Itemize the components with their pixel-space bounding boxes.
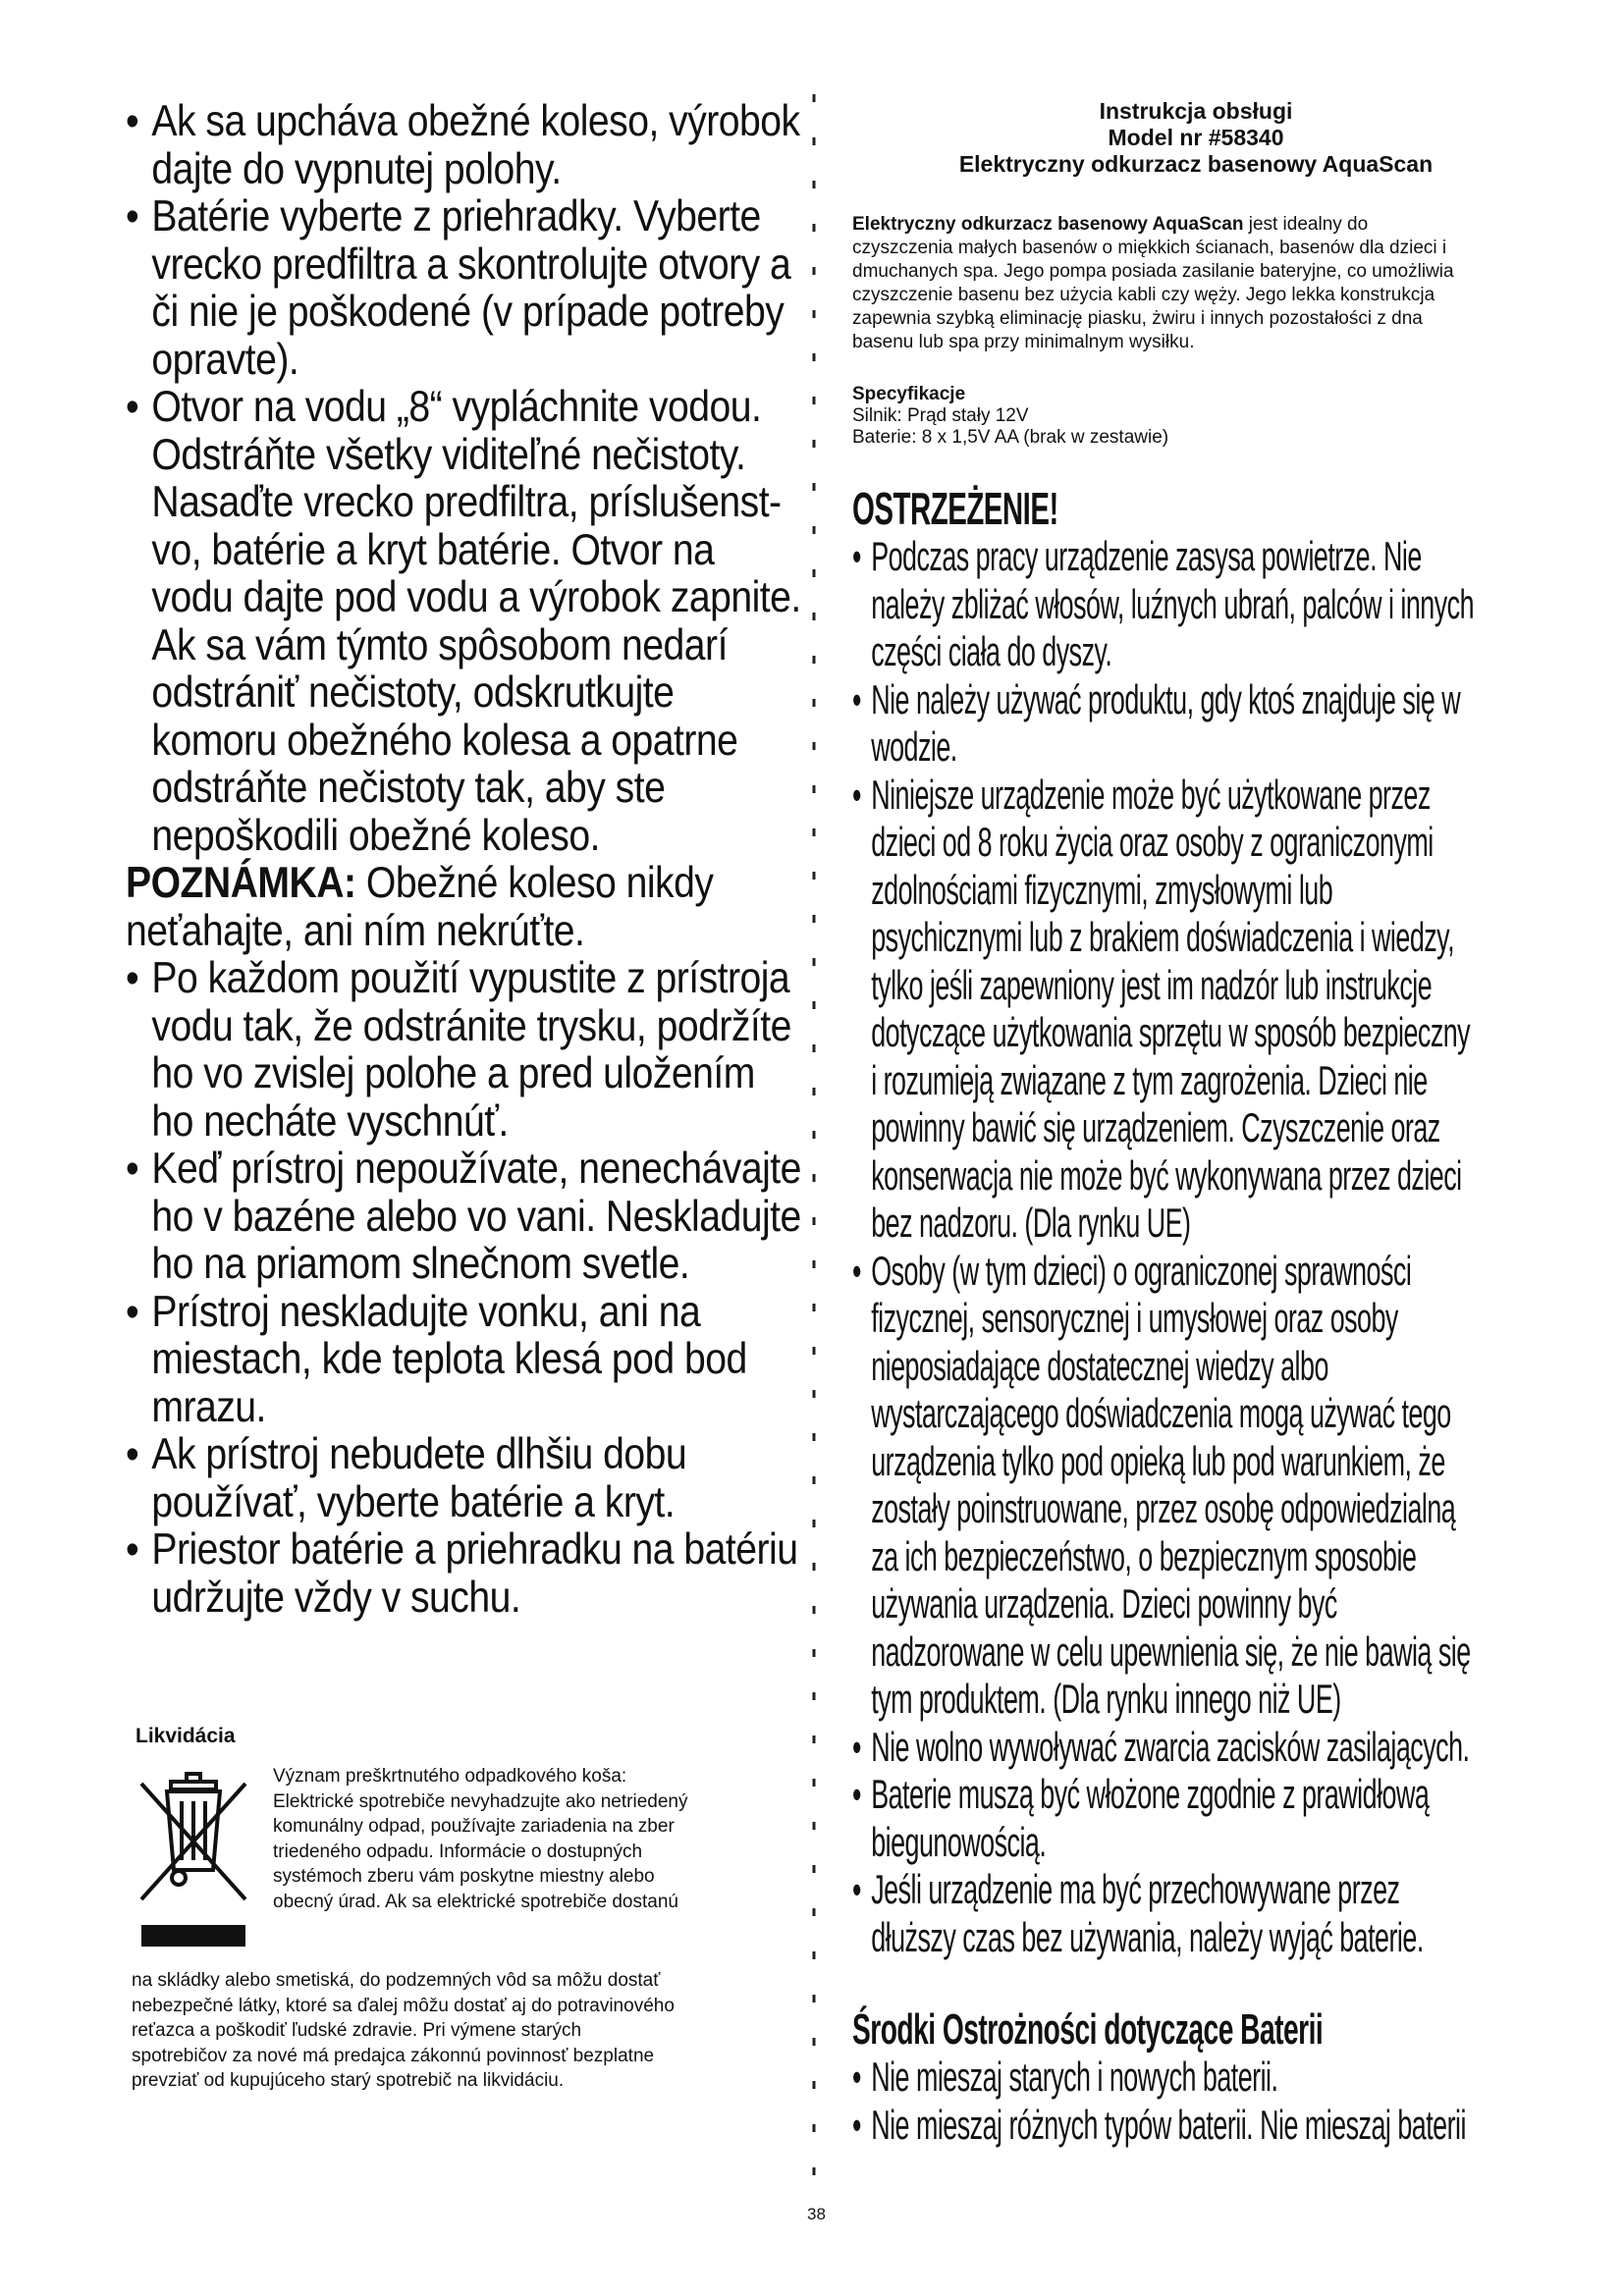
battery-bullet-list <box>852 2054 1518 2149</box>
bullet-line: urządzenia tylko pod opieką lub pod warunkiem, że <box>871 1437 1445 1484</box>
disposal-text-below <box>132 1968 839 2094</box>
bullet-item <box>852 676 1518 772</box>
bullet-line: ho v bazéne alebo vo vani. Neskladujte <box>151 1192 801 1241</box>
bullet-line: Baterie muszą być włożone zgodnie z prawidłową <box>871 1771 1430 1817</box>
bullet-line: nepoškodili obežné koleso. <box>151 811 600 860</box>
disposal-title: Likvidácia <box>135 1725 236 1747</box>
bullet-item <box>126 1289 817 1432</box>
bullet-line: komoru obežného kolesa a opatrne <box>151 716 738 765</box>
battery-precautions-title: Środki Ostrożności dotyczące Baterii <box>852 2005 1324 2054</box>
manual-header <box>872 98 1520 178</box>
bullet-line: używania urządzenia. Dzieci powinny być <box>871 1580 1337 1627</box>
bullet-icon: • <box>852 2054 861 2100</box>
bullet-icon: • <box>852 1866 861 1912</box>
bullet-line: Po každom použití vypustite z prístroja <box>151 954 790 1002</box>
bullet-line: dotyczące użytkowania sprzętu w sposób bezpieczny <box>871 1009 1471 1055</box>
bullet-item <box>126 384 817 860</box>
warning-bullet-list <box>852 533 1518 1961</box>
bullet-line: Ak prístroj nebudete dlhšiu dobu <box>151 1430 687 1478</box>
bullet-line: používať, vyberte batérie a kryt. <box>151 1477 676 1526</box>
bullet-line: Priestor batérie a priehradku na batériu <box>151 1525 798 1574</box>
bullet-icon: • <box>126 1287 139 1336</box>
bullet-line: Ak sa vám týmto spôsobom nedarí <box>151 620 728 669</box>
bullet-icon: • <box>852 2101 861 2148</box>
warning-title: OSTRZEŻENIE! <box>852 483 1058 534</box>
bullet-item <box>126 1146 817 1289</box>
bullet-icon: • <box>126 1525 139 1574</box>
right-main-text <box>852 484 1518 2149</box>
bullet-line: wystarczającego doświadczenia mogą używać tego <box>871 1390 1451 1436</box>
bullet-icon: • <box>852 1723 861 1770</box>
bullet-line: tylko jeśli zapewniony jest im nadzór lub instrukcje <box>871 961 1433 1008</box>
spec-line: Silnik: Prąd stały 12V <box>852 405 1029 426</box>
bullet-line: fizycznej, sensorycznej i umysłowej oraz osoby <box>871 1295 1398 1341</box>
bullet-line: nieposiadające dostatecznej wiedzy albo <box>871 1342 1328 1389</box>
bullet-line: części ciała do dyszy. <box>871 628 1112 674</box>
bullet-line: psychicznymi lub z brakiem doświadczenia i wiedzy, <box>871 914 1455 960</box>
bullet-list-b <box>126 955 817 1622</box>
bullet-icon: • <box>126 954 139 1002</box>
intro-line: basenu lub spa przy minimalnym wysiłku. <box>852 332 1195 352</box>
bullet-list-a <box>126 98 817 860</box>
bullet-line: Nie wolno wywoływać zwarcia zacisków zasilających. <box>871 1723 1470 1770</box>
disposal-line: na skládky alebo smetiská, do podzemných vôd sa môžu dostať <box>132 1970 661 1991</box>
header-line: Instrukcja obsługi <box>1099 98 1293 124</box>
bullet-line: zdolnościami fizycznymi, zmysłowymi lub <box>871 866 1333 913</box>
bullet-line: Nasaďte vrecko predfiltra, príslušenst- <box>151 478 782 526</box>
bullet-line: ho na priamom slnečnom svetle. <box>151 1240 690 1288</box>
disposal-line: obecný úrad. Ak sa elektrické spotrebiče dostanú <box>273 1891 678 1912</box>
bullet-line: odstráňte nečistoty tak, aby ste <box>151 764 666 812</box>
bullet-line: vodu dajte pod vodu a výrobok zapnite. <box>151 573 801 621</box>
bullet-item <box>852 2054 1518 2102</box>
bullet-item <box>852 2102 1518 2150</box>
bullet-item <box>852 1866 1518 1961</box>
bullet-line: i rozumieją związane z tym zagrożenia. Dzieci nie <box>871 1056 1428 1103</box>
bullet-item <box>852 1248 1518 1724</box>
disposal-line: spotrebičov za nové má predajca zákonnú povinnosť bezplatne <box>132 2045 655 2066</box>
bullet-line: Odstráňte všetky viditeľné nečistoty. <box>151 430 746 479</box>
bullet-item <box>852 772 1518 1248</box>
bullet-line: udržujte vždy v suchu. <box>151 1573 521 1622</box>
intro-product-name: Elektryczny odkurzacz basenowy AquaScan <box>852 214 1244 235</box>
bullet-line: Otvor na vodu „8“ vypláchnite vodou. <box>151 383 762 431</box>
spec-title: Specyfikacje <box>852 384 966 404</box>
note-line: neťahajte, ani ním nekrúťte. <box>126 906 585 955</box>
bullet-item <box>126 1431 817 1526</box>
disposal-line: reťazca a poškodiť ľudské zdravie. Pri výmene starých <box>132 2020 582 2041</box>
bullet-line: konserwacja nie może być wykonywana przez dzieci <box>871 1151 1462 1199</box>
intro-line: zapewnia szybką eliminację piasku, żwiru i innych pozostałości z dna <box>852 308 1423 329</box>
bullet-line: opravte). <box>151 335 299 384</box>
bullet-item <box>852 1724 1518 1772</box>
bullet-line: ho necháte vyschnúť. <box>151 1096 509 1146</box>
bullet-line: biegunowością. <box>871 1818 1047 1865</box>
intro-line: czyszczenia małych basenów o miękkich ścianach, basenów dla dzieci i <box>852 238 1447 258</box>
bullet-line: ho vo zvislej polohe a pred uložením <box>151 1049 755 1097</box>
bullet-line: Prístroj neskladujte vonku, ani na <box>151 1287 701 1336</box>
bullet-icon: • <box>126 383 139 431</box>
intro-paragraph <box>852 213 1520 354</box>
bullet-line: Osoby (w tym dzieci) o ograniczonej sprawności <box>871 1247 1412 1294</box>
bullet-icon: • <box>852 675 861 722</box>
bullet-line: vodu tak, že odstránite trysku, podržíte <box>151 1001 791 1050</box>
bullet-line: Nie mieszaj różnych typów baterii. Nie mieszaj baterii <box>871 2101 1466 2148</box>
bullet-item <box>126 193 817 384</box>
bullet-item <box>852 533 1518 676</box>
bullet-line: powinny bawić się urządzeniem. Czyszczenie oraz <box>871 1104 1440 1150</box>
bullet-line: dzieci od 8 roku życia oraz osoby z ograniczonymi <box>871 819 1434 865</box>
intro-line: dmuchanych spa. Jego pompa posiada zasilanie bateryjne, co umożliwia <box>852 261 1454 282</box>
bullet-line: miestach, kde teplota klesá pod bod <box>151 1335 747 1383</box>
bullet-icon: • <box>852 771 861 818</box>
disposal-line: komunálny odpad, používajte zariadenia na zber <box>273 1816 675 1837</box>
bullet-icon: • <box>126 97 139 145</box>
bullet-icon: • <box>126 1430 139 1478</box>
bullet-icon: • <box>126 192 139 240</box>
bullet-line: za ich bezpieczeństwo, o bezpiecznym sposobie <box>871 1532 1417 1579</box>
disposal-section <box>132 1725 823 2094</box>
right-column <box>852 98 1520 2149</box>
bullet-line: mrazu. <box>151 1382 266 1431</box>
bullet-line: dłuższy czas bez używania, należy wyjąć baterie. <box>871 1913 1424 1960</box>
column-divider <box>811 94 817 2205</box>
note-line: Obežné koleso nikdy <box>355 859 714 907</box>
bullet-line: tym produktem. (Dla rynku innego niż UE) <box>871 1676 1341 1722</box>
intro-line: jest idealny do <box>1243 214 1369 235</box>
bullet-line: należy zbliżać włosów, luźnych ubrań, palców i innych <box>871 580 1475 627</box>
bullet-line: nadzorowane w celu upewnienia się, że nie bawią się <box>871 1628 1471 1675</box>
disposal-line: systémoch zberu vám poskytne miestny alebo <box>273 1866 655 1887</box>
bullet-line: Keď prístroj nepoužívate, nenechávajte <box>151 1145 801 1193</box>
bullet-item <box>852 1771 1518 1866</box>
bullet-line: odstrániť nečistoty, odskrutkujte <box>151 668 675 717</box>
bullet-line: wodzie. <box>871 723 957 770</box>
bullet-line: Ak sa upcháva obežné koleso, výrobok <box>151 97 800 145</box>
bullet-line: zostały poinstruowane, przez osobę odpowiedzialną <box>871 1485 1456 1531</box>
bullet-line: Niniejsze urządzenie może być użytkowane przez <box>871 771 1431 818</box>
intro-line: czyszczenie basenu bez użycia kabli czy węży. Jego lekka konstrukcja <box>852 285 1435 305</box>
bullet-item <box>126 98 817 193</box>
left-main-text <box>126 98 817 1622</box>
disposal-text-beside-icon <box>273 1764 862 1914</box>
bullet-line: vrecko predfiltra a skontrolujte otvory a <box>151 240 791 289</box>
disposal-line: triedeného odpadu. Informácie o dostupných <box>273 1841 643 1862</box>
crossed-out-wheelie-bin-icon <box>130 1762 257 1949</box>
note-paragraph <box>126 860 817 955</box>
bullet-line: dajte do vypnutej polohy. <box>151 144 562 193</box>
disposal-line: Význam preškrtnutého odpadkového koša: <box>273 1766 627 1787</box>
bullet-icon: • <box>852 1247 861 1294</box>
header-line: Elektryczny odkurzacz basenowy AquaScan <box>958 151 1434 177</box>
disposal-line: Elektrické spotrebiče nevyhadzujte ako netriedený <box>273 1790 688 1812</box>
bullet-item <box>126 955 817 1146</box>
note-label: POZNÁMKA: <box>126 859 356 907</box>
bullet-line: Jeśli urządzenie ma być przechowywane przez <box>871 1866 1400 1912</box>
bullet-icon: • <box>852 533 861 579</box>
specifications <box>852 384 1520 449</box>
bullet-line: Nie mieszaj starych i nowych baterii. <box>871 2054 1278 2100</box>
bullet-line: Batérie vyberte z priehradky. Vyberte <box>151 192 761 240</box>
bullet-line: bez nadzoru. (Dla rynku UE) <box>871 1200 1191 1246</box>
page-number: 38 <box>807 2205 826 2223</box>
header-line: Model nr #58340 <box>1108 125 1284 150</box>
bullet-line: Nie należy używać produktu, gdy ktoś znajduje się w <box>871 675 1461 722</box>
bullet-line: Podczas pracy urządzenie zasysa powietrze. Nie <box>871 533 1422 579</box>
bullet-line: vo, batérie a kryt batérie. Otvor na <box>151 525 715 574</box>
bullet-item <box>126 1526 817 1622</box>
disposal-line: prevziať od kupujúceho starý spotrebič na likvidáciu. <box>132 2070 565 2091</box>
bullet-icon: • <box>126 1145 139 1193</box>
disposal-line: nebezpečné látky, ktoré sa ďalej môžu dostať aj do potravinového <box>132 1995 675 2016</box>
spec-line: Baterie: 8 x 1,5V AA (brak w zestawie) <box>852 427 1169 448</box>
left-column <box>126 98 813 1622</box>
bullet-icon: • <box>852 1771 861 1817</box>
bullet-line: či nie je poškodené (v prípade potreby <box>151 288 785 336</box>
